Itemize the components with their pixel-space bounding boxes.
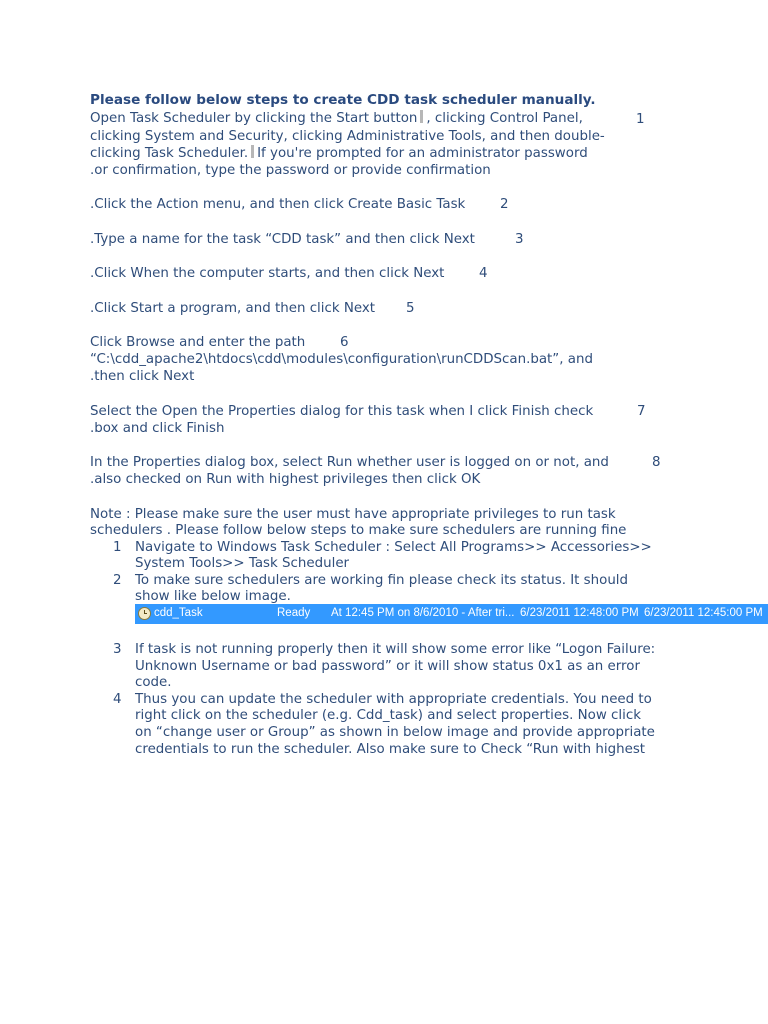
step1-line3-text: clicking Task Scheduler.	[90, 146, 249, 161]
note-line1: Note : Please make sure the user must have appropriate privileges to run task	[90, 507, 616, 522]
step6-line3: .then click Next	[90, 369, 195, 384]
list-item-number: 3	[113, 642, 122, 657]
list-item-1-line2: System Tools>> Task Scheduler	[135, 556, 350, 571]
list-item-3-line1: If task is not running properly then it will show some error like “Logon Failure:	[135, 642, 656, 657]
task-name: cdd_Task	[154, 607, 203, 619]
step3-text: .Type a name for the task “CDD task” and then click Next	[90, 232, 475, 247]
list-item-number: 4	[113, 692, 122, 707]
step8-line1: In the Properties dialog box, select Run whether user is logged on or not, and	[90, 455, 609, 470]
list-item-4-line3: on “change user or Group” as shown in below image and provide appropriate	[135, 725, 655, 740]
step3-number: 3	[515, 232, 524, 247]
step7-number: 7	[637, 404, 646, 419]
step2-text: .Click the Action menu, and then click Create Basic Task	[90, 197, 466, 212]
list-item-2-line1: To make sure schedulers are working fin please check its status. It should	[135, 573, 629, 588]
task-status: Ready	[277, 607, 311, 619]
task-trigger: At 12:45 PM on 8/6/2010 - After tri...	[331, 607, 515, 619]
step6-number: 6	[340, 335, 349, 350]
list-item-4-line4: credentials to run the scheduler. Also make sure to Check “Run with highest	[135, 742, 646, 757]
list-item-4-line2: right click on the scheduler (e.g. Cdd_task) and select properties. Now click	[135, 708, 641, 723]
step1-line3-text-b: If you're prompted for an administrator password	[257, 146, 588, 161]
step1-line1-text-b: , clicking Control Panel,	[426, 111, 583, 126]
list-item-3-line2: Unknown Username or bad password” or it will show status 0x1 as an error	[135, 659, 640, 674]
step8-line2: .also checked on Run with highest privileges then click OK	[90, 472, 481, 487]
step5-text: .Click Start a program, and then click Next	[90, 301, 376, 316]
step1-line3	[90, 145, 588, 162]
list-item-4-line1: Thus you can update the scheduler with appropriate credentials. You need to	[135, 692, 652, 707]
step1-line1-text: Open Task Scheduler by clicking the Start button	[90, 111, 418, 126]
list-item-number: 2	[113, 573, 122, 588]
step4-number: 4	[479, 266, 488, 281]
start-button-image	[420, 110, 423, 123]
step7-line2: .box and click Finish	[90, 421, 225, 436]
step8-number: 8	[652, 455, 661, 470]
step1-line4: .or confirmation, type the password or provide confirmation	[90, 163, 491, 178]
task-scheduler-row-image	[135, 604, 768, 624]
step1-line2: clicking System and Security, clicking Administrative Tools, and then double-	[90, 129, 605, 144]
note-line2: schedulers . Please follow below steps to make sure schedulers are running fine	[90, 523, 627, 538]
step6-line1: Click Browse and enter the path	[90, 335, 306, 350]
step1-number: 1	[636, 112, 645, 127]
document-title: Please follow below steps to create CDD task scheduler manually.	[90, 92, 596, 108]
list-item-1-line1: Navigate to Windows Task Scheduler : Select All Programs>> Accessories>>	[135, 540, 652, 555]
step7-line1: Select the Open the Properties dialog for this task when I click Finish check	[90, 404, 594, 419]
task-last-run: 6/23/2011 12:45:00 PM	[644, 607, 763, 619]
step1-line1	[90, 110, 583, 127]
list-item-number: 1	[113, 540, 122, 555]
step2-number: 2	[500, 197, 509, 212]
clock-icon	[138, 607, 151, 620]
step4-text: .Click When the computer starts, and then click Next	[90, 266, 445, 281]
step6-line2: “C:\cdd_apache2\htdocs\cdd\modules\configuration\runCDDScan.bat”, and	[90, 352, 593, 367]
security-shield-image	[251, 145, 254, 158]
list-item-2-line2: show like below image.	[135, 589, 291, 604]
step5-number: 5	[406, 301, 415, 316]
list-item-3-line3: code.	[135, 675, 172, 690]
task-next-run: 6/23/2011 12:48:00 PM	[520, 607, 639, 619]
